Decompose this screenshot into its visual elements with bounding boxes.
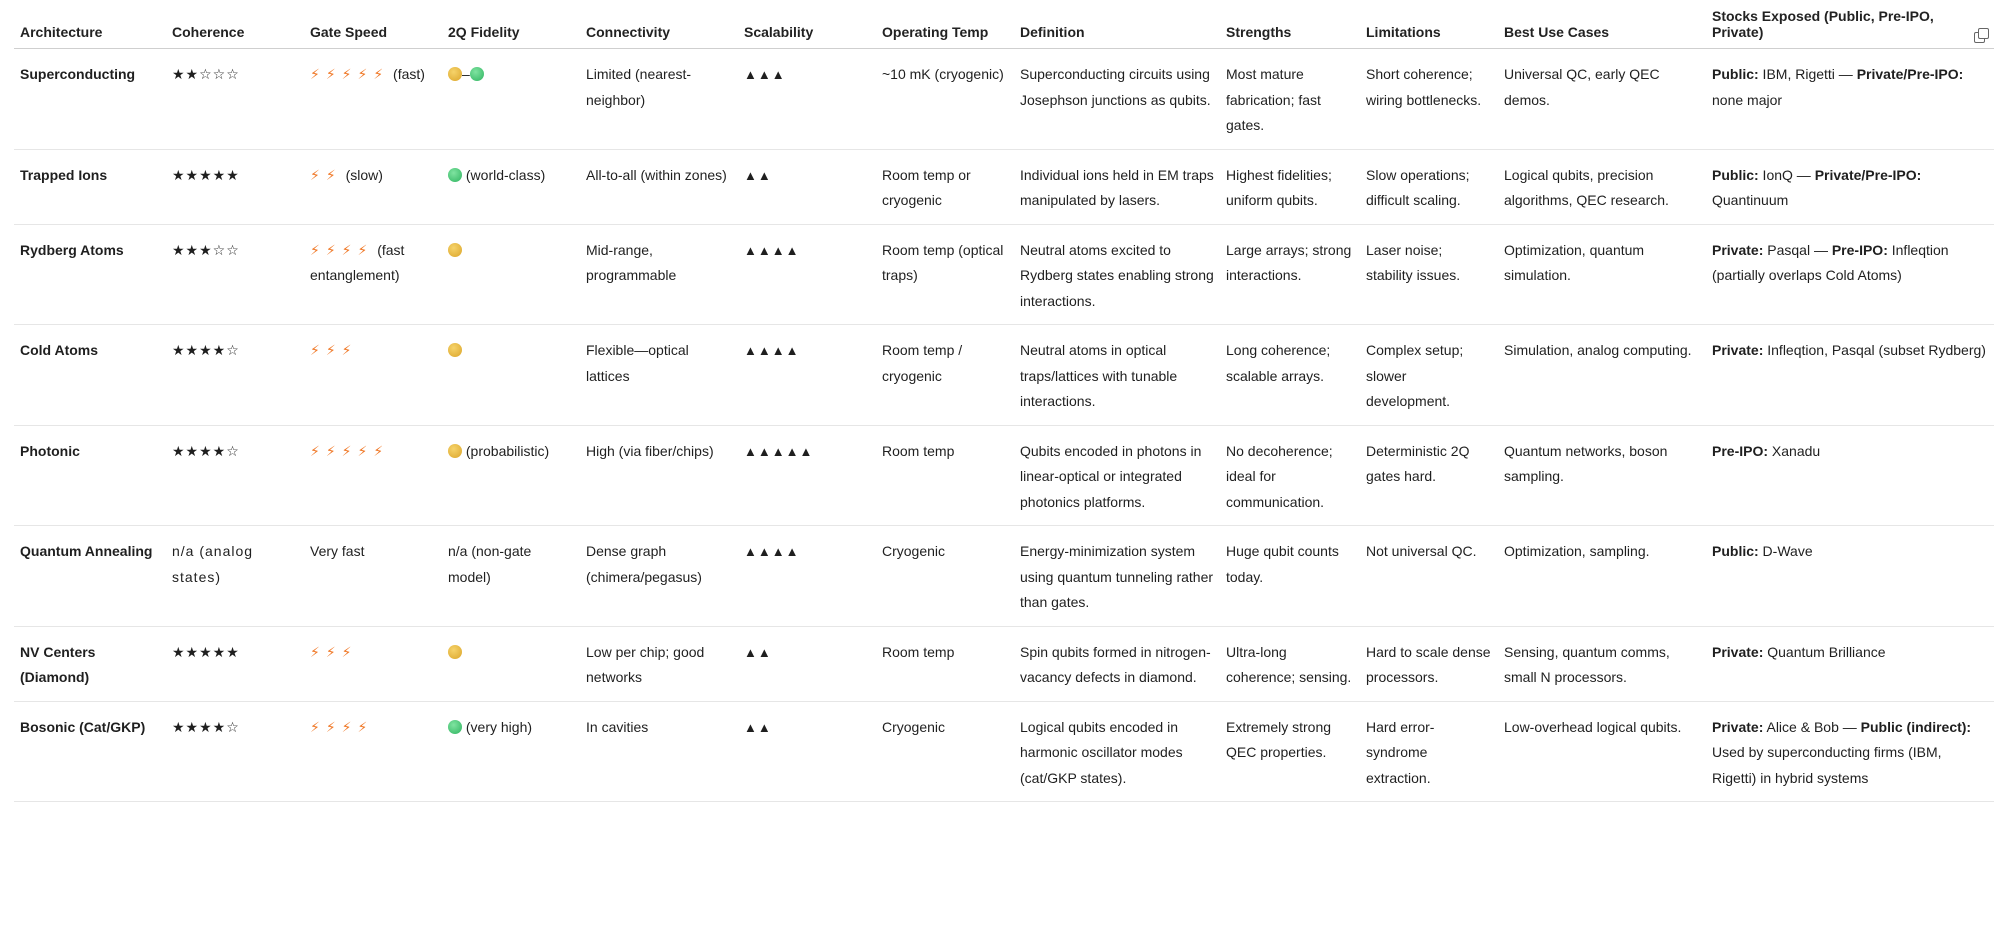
operating-temp-cell: ~10 mK (cryogenic) (876, 49, 1014, 150)
coherence-rating: ★★☆☆☆ (172, 66, 240, 82)
stock-category-label: Private/Pre-IPO: (1856, 66, 1964, 82)
operating-temp-cell: Room temp (876, 626, 1014, 701)
gate-speed-cell (304, 149, 442, 224)
limitations-cell: Laser noise; stability issues. (1360, 224, 1498, 325)
definition-cell: Neutral atoms in optical traps/lattices with tunable interactions. (1014, 325, 1220, 426)
lightning-icon: ⚡⚡⚡⚡ (310, 241, 374, 258)
lightning-icon: ⚡⚡ (310, 166, 342, 183)
gate-speed-text: (fast entanglement) (310, 241, 405, 283)
limitations-cell: Not universal QC. (1360, 526, 1498, 627)
coherence-rating: ★★★★☆ (172, 442, 240, 459)
coherence-cell (166, 526, 304, 627)
scalability-rating: ▲▲▲▲▲ (744, 443, 814, 459)
stock-category-label: Private: (1712, 241, 1764, 258)
connectivity-cell: High (via fiber/chips) (580, 425, 738, 526)
connectivity-cell: Dense graph (chimera/pegasus) (580, 526, 738, 627)
coherence-rating: ★★★☆☆ (172, 241, 240, 258)
fidelity-text: (very high) (465, 718, 533, 735)
stock-names: IBM, Rigetti — (1758, 66, 1857, 82)
limitations-cell: Hard error-syndrome extraction. (1360, 701, 1498, 802)
stock-category-label: Public: (1712, 166, 1759, 183)
table-row (14, 701, 1994, 802)
table-row (14, 149, 1994, 224)
operating-temp-cell: Room temp (optical traps) (876, 224, 1014, 325)
use-cases-cell: Optimization, sampling. (1498, 526, 1706, 627)
coherence-cell (166, 425, 304, 526)
coherence-cell (166, 49, 304, 150)
gold-dot-icon (448, 645, 462, 659)
stock-names: Used by superconducting firms (IBM, Rigetti) in hybrid systems (1712, 744, 1942, 786)
scalability-cell (738, 701, 876, 802)
strengths-cell: Extremely strong QEC properties. (1220, 701, 1360, 802)
operating-temp-cell: Room temp / cryogenic (876, 325, 1014, 426)
scalability-cell (738, 425, 876, 526)
scalability-rating: ▲▲▲▲ (744, 544, 800, 559)
coherence-cell (166, 701, 304, 802)
gold-dot-icon (448, 444, 462, 458)
connectivity-cell: All-to-all (within zones) (580, 149, 738, 224)
scalability-rating: ▲▲▲▲ (744, 343, 800, 358)
column-header: Operating Temp (876, 8, 1014, 49)
table-row (14, 626, 1994, 701)
connectivity-cell: Flexible—optical lattices (580, 325, 738, 426)
fidelity-cell (442, 701, 580, 802)
scalability-rating: ▲▲ (744, 644, 772, 660)
connectivity-cell: In cavities (580, 701, 738, 802)
gold-dot-icon (448, 67, 462, 81)
architecture-cell: NV Centers (Diamond) (14, 626, 166, 701)
column-header: Gate Speed (304, 8, 442, 49)
stocks-cell (1706, 149, 1994, 224)
strengths-cell: Huge qubit counts today. (1220, 526, 1360, 627)
fidelity-text: n/a (non-gate model) (448, 543, 532, 585)
fidelity-cell (442, 526, 580, 627)
column-header: Best Use Cases (1498, 8, 1706, 49)
strengths-cell: No decoherence; ideal for communication. (1220, 425, 1360, 526)
use-cases-cell: Logical qubits, precision algorithms, QEC research. (1498, 149, 1706, 224)
column-header: Scalability (738, 8, 876, 49)
stock-names: Alice & Bob — (1763, 718, 1861, 735)
table-row (14, 325, 1994, 426)
stock-names: Infleqtion (partially overlaps Cold Atoms) (1712, 241, 1949, 283)
header-row (14, 8, 1994, 49)
column-header: Limitations (1360, 8, 1498, 49)
architecture-cell: Trapped Ions (14, 149, 166, 224)
operating-temp-cell: Cryogenic (876, 526, 1014, 627)
definition-cell: Spin qubits formed in nitrogen-vacancy defects in diamond. (1014, 626, 1220, 701)
column-header: Strengths (1220, 8, 1360, 49)
stocks-cell (1706, 49, 1994, 150)
definition-cell: Logical qubits encoded in harmonic oscillator modes (cat/GKP states). (1014, 701, 1220, 802)
use-cases-cell: Low-overhead logical qubits. (1498, 701, 1706, 802)
use-cases-cell: Sensing, quantum comms, small N processors. (1498, 626, 1706, 701)
stock-names: D-Wave (1758, 543, 1813, 559)
column-header: Architecture (14, 8, 166, 49)
gate-speed-cell (304, 49, 442, 150)
table-row (14, 224, 1994, 325)
table-row (14, 526, 1994, 627)
definition-cell: Individual ions held in EM traps manipulated by lasers. (1014, 149, 1220, 224)
operating-temp-cell: Room temp or cryogenic (876, 149, 1014, 224)
definition-cell: Neutral atoms excited to Rydberg states enabling strong interactions. (1014, 224, 1220, 325)
gate-speed-text: Very fast (310, 543, 365, 559)
architecture-cell: Quantum Annealing (14, 526, 166, 627)
gate-speed-cell (304, 224, 442, 325)
coherence-rating: ★★★★☆ (172, 342, 240, 358)
copy-icon[interactable] (1974, 28, 1988, 42)
stocks-cell (1706, 526, 1994, 627)
operating-temp-cell: Cryogenic (876, 701, 1014, 802)
limitations-cell: Slow operations; difficult scaling. (1360, 149, 1498, 224)
stocks-cell (1706, 626, 1994, 701)
column-header: Coherence (166, 8, 304, 49)
strengths-cell: Long coherence; scalable arrays. (1220, 325, 1360, 426)
stock-names: Xanadu (1768, 442, 1821, 459)
stocks-cell (1706, 425, 1994, 526)
stock-category-label: Pre-IPO: (1831, 241, 1888, 258)
fidelity-cell (442, 224, 580, 325)
lightning-icon: ⚡⚡⚡⚡ (310, 718, 374, 735)
stock-names: IonQ — (1758, 166, 1815, 183)
column-header: Connectivity (580, 8, 738, 49)
definition-cell: Superconducting circuits using Josephson junctions as qubits. (1014, 49, 1220, 150)
connectivity-cell: Limited (nearest-neighbor) (580, 49, 738, 150)
limitations-cell: Deterministic 2Q gates hard. (1360, 425, 1498, 526)
gate-speed-text: (slow) (345, 166, 383, 183)
stock-category-label: Public (indirect): (1860, 718, 1972, 735)
coherence-cell (166, 149, 304, 224)
fidelity-cell (442, 149, 580, 224)
stock-names: none major (1712, 91, 1783, 108)
column-header: Definition (1014, 8, 1220, 49)
table-row (14, 425, 1994, 526)
scalability-rating: ▲▲▲▲ (744, 242, 800, 258)
strengths-cell: Highest fidelities; uniform qubits. (1220, 149, 1360, 224)
limitations-cell: Short coherence; wiring bottlenecks. (1360, 49, 1498, 150)
definition-cell: Qubits encoded in photons in linear-optical or integrated photonics platforms. (1014, 425, 1220, 526)
coherence-rating: ★★★★★ (172, 643, 240, 660)
limitations-cell: Hard to scale dense processors. (1360, 626, 1498, 701)
connectivity-cell: Low per chip; good networks (580, 626, 738, 701)
table-row (14, 49, 1994, 150)
gate-speed-cell (304, 626, 442, 701)
gold-dot-icon (448, 343, 462, 357)
coherence-cell (166, 325, 304, 426)
fidelity-separator: – (462, 66, 470, 82)
green-dot-icon (470, 67, 484, 81)
coherence-rating: n/a (analog states) (172, 543, 254, 585)
scalability-rating: ▲▲ (744, 719, 772, 735)
architecture-cell: Cold Atoms (14, 325, 166, 426)
green-dot-icon (448, 168, 462, 182)
column-header: 2Q Fidelity (442, 8, 580, 49)
scalability-cell (738, 224, 876, 325)
lightning-icon: ⚡⚡⚡ (310, 342, 358, 358)
lightning-icon: ⚡⚡⚡⚡⚡ (310, 442, 390, 459)
strengths-cell: Ultra-long coherence; sensing. (1220, 626, 1360, 701)
architecture-table (14, 8, 1994, 802)
gate-speed-cell (304, 526, 442, 627)
column-header: Stocks Exposed (Public, Pre-IPO, Private) (1706, 8, 1994, 49)
fidelity-cell (442, 325, 580, 426)
architecture-cell: Rydberg Atoms (14, 224, 166, 325)
connectivity-cell: Mid-range, programmable (580, 224, 738, 325)
use-cases-cell: Universal QC, early QEC demos. (1498, 49, 1706, 150)
scalability-cell (738, 325, 876, 426)
use-cases-cell: Optimization, quantum simulation. (1498, 224, 1706, 325)
coherence-rating: ★★★★☆ (172, 718, 240, 735)
scalability-cell (738, 49, 876, 150)
scalability-rating: ▲▲ (744, 167, 772, 183)
stock-category-label: Private/Pre-IPO: (1814, 166, 1922, 183)
fidelity-cell (442, 425, 580, 526)
operating-temp-cell: Room temp (876, 425, 1014, 526)
use-cases-cell: Simulation, analog computing. (1498, 325, 1706, 426)
limitations-cell: Complex setup; slower development. (1360, 325, 1498, 426)
scalability-cell (738, 626, 876, 701)
fidelity-cell (442, 49, 580, 150)
stock-names: Quantum Brilliance (1763, 643, 1886, 660)
use-cases-cell: Quantum networks, boson sampling. (1498, 425, 1706, 526)
coherence-cell (166, 224, 304, 325)
stocks-cell (1706, 325, 1994, 426)
fidelity-cell (442, 626, 580, 701)
coherence-rating: ★★★★★ (172, 166, 240, 183)
gold-dot-icon (448, 243, 462, 257)
gate-speed-text: (fast) (393, 66, 425, 82)
stocks-cell (1706, 224, 1994, 325)
strengths-cell: Most mature fabrication; fast gates. (1220, 49, 1360, 150)
stock-category-label: Public: (1712, 66, 1759, 82)
architecture-cell: Superconducting (14, 49, 166, 150)
scalability-rating: ▲▲▲ (744, 67, 786, 82)
green-dot-icon (448, 720, 462, 734)
lightning-icon: ⚡⚡⚡⚡⚡ (310, 66, 390, 82)
gate-speed-cell (304, 325, 442, 426)
stock-category-label: Pre-IPO: (1712, 442, 1769, 459)
architecture-cell: Bosonic (Cat/GKP) (14, 701, 166, 802)
gate-speed-cell (304, 701, 442, 802)
stocks-cell (1706, 701, 1994, 802)
architecture-cell: Photonic (14, 425, 166, 526)
stock-names: Pasqal — (1763, 241, 1832, 258)
stock-names: Infleqtion, Pasqal (subset Rydberg) (1763, 342, 1986, 358)
stock-names: Quantinuum (1712, 192, 1789, 208)
scalability-cell (738, 149, 876, 224)
fidelity-text: (world-class) (465, 166, 546, 183)
coherence-cell (166, 626, 304, 701)
fidelity-text: (probabilistic) (465, 442, 550, 459)
definition-cell: Energy-minimization system using quantum tunneling rather than gates. (1014, 526, 1220, 627)
stock-category-label: Private: (1712, 718, 1764, 735)
gate-speed-cell (304, 425, 442, 526)
stock-category-label: Public: (1712, 543, 1759, 559)
lightning-icon: ⚡⚡⚡ (310, 643, 358, 660)
stock-category-label: Private: (1712, 643, 1764, 660)
scalability-cell (738, 526, 876, 627)
stock-category-label: Private: (1712, 342, 1764, 358)
strengths-cell: Large arrays; strong interactions. (1220, 224, 1360, 325)
